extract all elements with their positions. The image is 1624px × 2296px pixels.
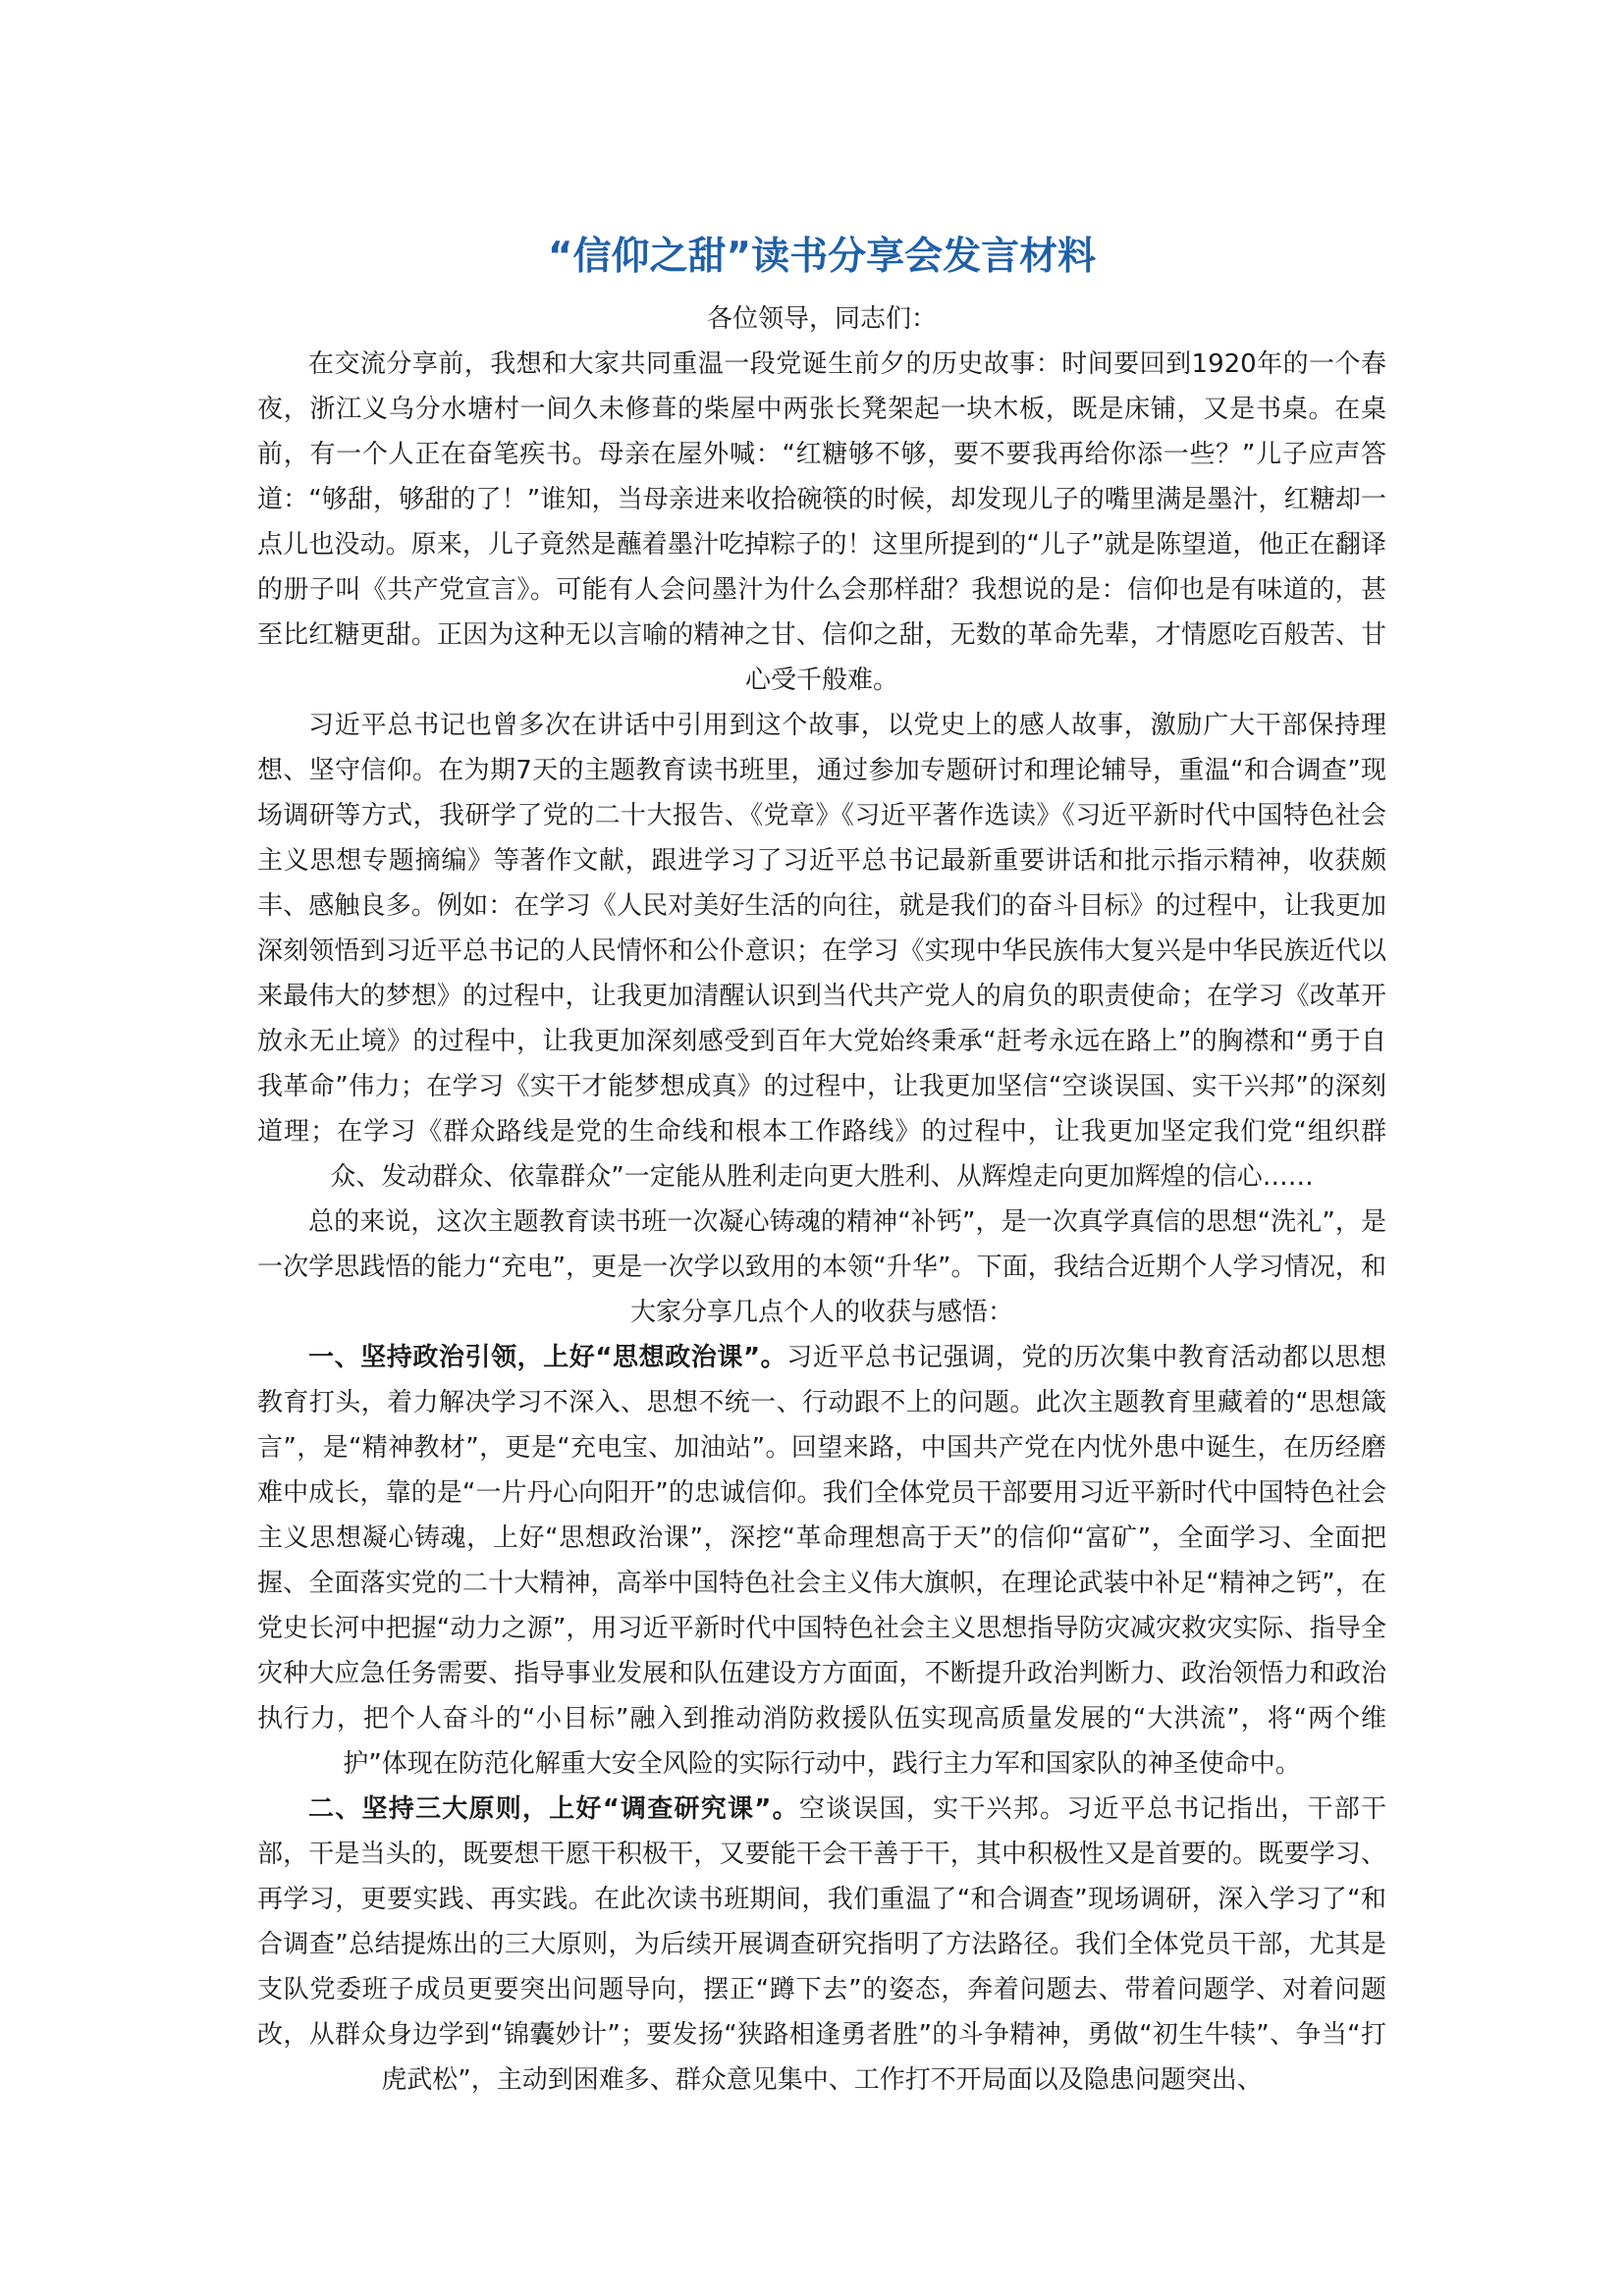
paragraph-section-1	[257, 1335, 1386, 1787]
paragraph-text: 习近平总书记强调，党的历次集中教育活动都以思想教育打头，着力解决学习不深入、思想不统一、行动跟不上的问题。此次主题教育里藏着的“思想箴言”，是“精神教材”，更是“充电宝、加油站”。回望来路，中国共产党在内忧外患中诞生，在历经磨难中成长，靠的是“一片丹心向阳开”的忠诚信仰。我们全体党员干部要用习近平新时代中国特色社会主义思想凝心铸魂，上好“思想政治课”，深挖“革命理想高于天”的信仰“富矿”，全面学习、全面把握、全面落实党的二十大精神，高举中国特色社会主义伟大旗帜，在理论武装中补足“精神之钙”，在党史长河中把握“动力之源”，用习近平新时代中国特色社会主义思想指导防灾减灾救灾实际、指导全灾种大应急任务需要、指导事业发展和队伍建设方方面面，不断提升政治判断力、政治领悟力和政治执行力，把个人奋斗的“小目标”融入到推动消防救援队伍实现高质量发展的“大洪流”，将“两个维护”体现在防范化解重大安全风险的实际行动中，践行主力军和国家队的神圣使命中。	[257, 1343, 1386, 1779]
paragraph-intro-story	[257, 342, 1386, 703]
paragraph-text: 在交流分享前，我想和大家共同重温一段党诞生前夕的历史故事：时间要回到1920年的一个春夜，浙江义乌分水塘村一间久未修葺的柴屋中两张长凳架起一块木板，既是床铺，又是书桌。在桌前，有一个人正在奋笔疾书。母亲在屋外喊：“红糖够不够，要不要我再给你添一些？”儿子应声答道：“够甜，够甜的了！”谁知，当母亲进来收拾碗筷的时候，却发现儿子的嘴里满是墨汁，红糖却一点儿也没动。原来，儿子竟然是蘸着墨汁吃掉粽子的！这里所提到的“儿子”就是陈望道，他正在翻译的册子叫《共产党宣言》。可能有人会问墨汁为什么会那样甜？我想说的是：信仰也是有味道的，甚至比红糖更甜。正因为这种无以言喻的精神之甘、信仰之甜，无数的革命先辈，才情愿吃百般苦、甘心受千般难。	[257, 349, 1386, 695]
paragraph-summary	[257, 1200, 1386, 1335]
paragraph-section-2	[257, 1787, 1386, 2103]
section-heading: 一、坚持政治引领，上好“思想政治课”。	[308, 1343, 787, 1372]
paragraph-text: 习近平总书记也曾多次在讲话中引用到这个故事，以党史上的感人故事，激励广大干部保持理想、坚守信仰。在为期7天的主题教育读书班里，通过参加专题研讨和理论辅导，重温“和合调查”现场调研等方式，我研学了党的二十大报告、《党章》《习近平著作选读》《习近平新时代中国特色社会主义思想专题摘编》等著作文献，跟进学习了习近平总书记最新重要讲话和批示指示精神，收获颇丰、感触良多。例如：在学习《人民对美好生活的向往，就是我们的奋斗目标》的过程中，让我更加深刻领悟到习近平总书记的人民情怀和公仆意识；在学习《实现中华民族伟大复兴是中华民族近代以来最伟大的梦想》的过程中，让我更加清醒认识到当代共产党人的肩负的职责使命；在学习《改革开放永无止境》的过程中，让我更加深刻感受到百年大党始终秉承“赶考永远在路上”的胸襟和“勇于自我革命”伟力；在学习《实干才能梦想成真》的过程中，让我更加坚信“空谈误国、实干兴邦”的深刻道理；在学习《群众路线是党的生命线和根本工作路线》的过程中，让我更加坚定我们党“组织群众、发动群众、依靠群众”一定能从胜利走向更大胜利、从辉煌走向更加辉煌的信心……	[257, 711, 1386, 1192]
paragraph-text: 空谈误国，实干兴邦。习近平总书记指出，干部干部，干是当头的，既要想干愿干积极干，又要能干会干善于干，其中积极性又是首要的。既要学习、再学习，更要实践、再实践。在此次读书班期间，我们重温了“和合调查”现场调研，深入学习了“和合调查”总结提炼出的三大原则，为后续开展调查研究指明了方法路径。我们全体党员干部，尤其是支队党委班子成员更要突出问题导向，摆正“蹲下去”的姿态，奔着问题去、带着问题学、对着问题改，从群众身边学到“锦囊妙计”；要发扬“狭路相逢勇者胜”的斗争精神，勇做“初生牛犊”、争当“打虎武松”，主动到困难多、群众意见集中、工作打不开局面以及隐患问题突出、	[257, 1794, 1386, 2095]
greeting: 各位领导，同志们：	[706, 304, 937, 334]
document-body	[257, 224, 1386, 2103]
document-title: “信仰之甜”读书分享会发言材料	[547, 235, 1097, 279]
paragraph-study-content	[257, 703, 1386, 1200]
paragraph-text: 总的来说，这次主题教育读书班一次凝心铸魂的精神“补钙”，是一次真学真信的思想“洗礼”，是一次学思践悟的能力“充电”，更是一次学以致用的本领“升华”。下面，我结合近期个人学习情况，和大家分享几点个人的收获与感悟：	[257, 1207, 1386, 1327]
section-heading: 二、坚持三大原则，上好“调查研究课”。	[308, 1794, 799, 1824]
